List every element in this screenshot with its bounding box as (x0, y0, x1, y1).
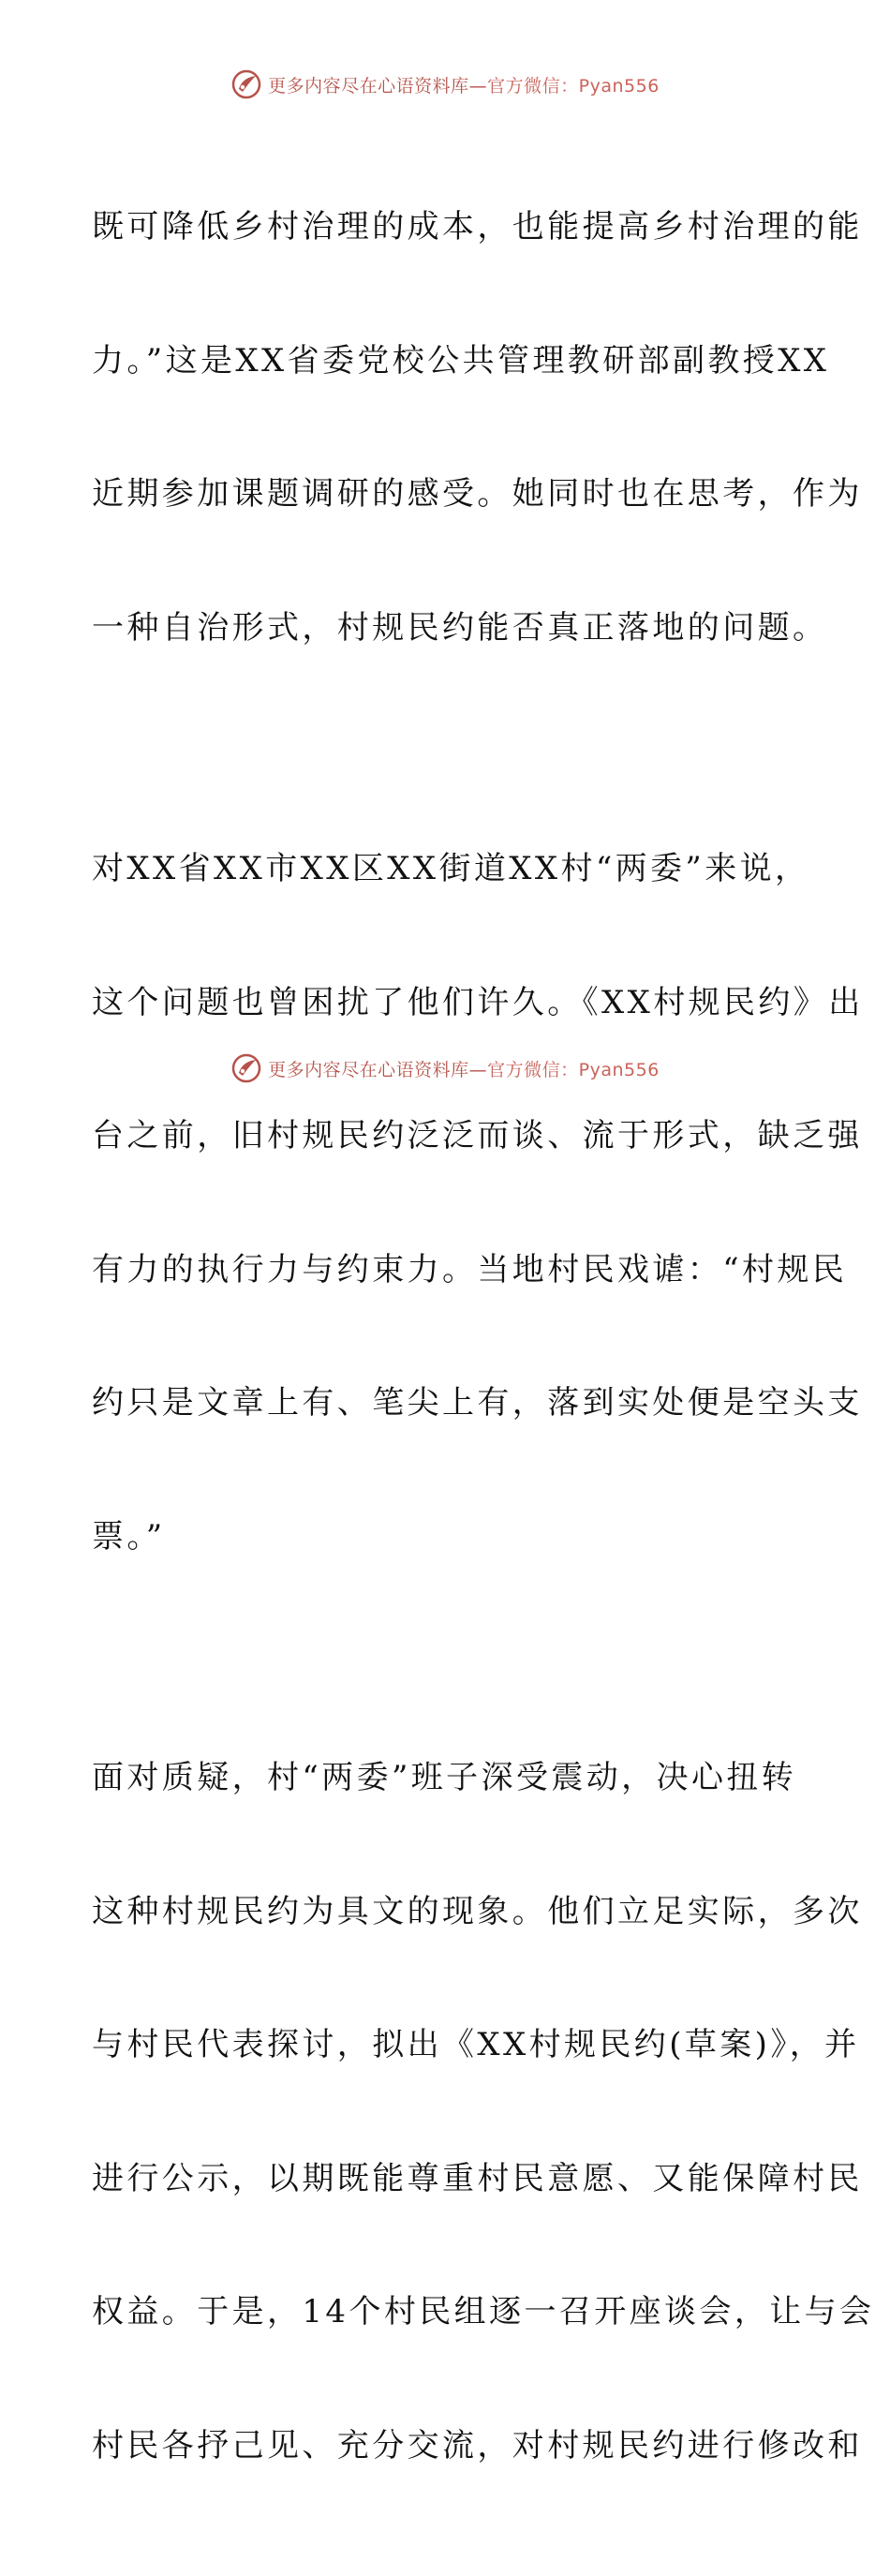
text-line: 村民各抒己见、充分交流，对村规民约进行修改和 (92, 2426, 863, 2464)
document-body (92, 116, 875, 2576)
logo-icon (230, 1052, 262, 1084)
header-watermark (0, 66, 890, 103)
logo-icon (230, 68, 262, 100)
watermark-text (268, 1056, 660, 1081)
watermark-text (268, 72, 660, 97)
watermark-brand: 更多内容尽在心语资料库 (268, 1059, 469, 1080)
text-line: 力。”这是XX省委党校公共管理教研部副教授XX (92, 341, 830, 380)
footer-watermark (0, 1050, 890, 1087)
paragraph-2 (92, 758, 864, 1648)
text-line: 这种村规民约为具文的现象。他们立足实际，多次 (92, 1892, 863, 1930)
text-line: 对XX省XX市XX区XX街道XX村“两委”来说， (92, 850, 810, 887)
watermark-account: 官方微信：Pyan556 (487, 1059, 660, 1080)
text-line: 约只是文章上有、笔尖上有，落到实处便是空头支 (92, 1384, 863, 1422)
text-line: 这个问题也曾困扰了他们许久。《XX村规民约》出 (92, 983, 864, 1021)
text-line: 台之前，旧村规民约泛泛而谈、流于形式，缺乏强 (92, 1117, 863, 1154)
watermark-separator: — (468, 1059, 488, 1080)
text-line: 进行公示，以期既能尊重村民意愿、又能保障村民 (92, 2159, 863, 2197)
text-line: 与村民代表探讨，拟出《XX村规民约(草案)》，并 (92, 2026, 860, 2063)
watermark-separator: — (468, 75, 488, 97)
text-line: 票。” (92, 1517, 166, 1556)
paragraph-1 (92, 116, 863, 739)
text-line: 既可降低乡村治理的成本，也能提高乡村治理的能 (92, 208, 863, 246)
watermark-account: 官方微信：Pyan556 (487, 75, 660, 97)
text-line: 面对质疑，村“两委”班子深受震动，决心扭转 (92, 1759, 797, 1796)
text-line: 有力的执行力与约束力。当地村民戏谑：“村规民 (92, 1250, 848, 1288)
text-line: 权益。于是，14个村民组逐一召开座谈会，让与会 (92, 2293, 875, 2330)
text-line: 近期参加课题调研的感受。她同时也在思考，作为 (92, 475, 863, 513)
text-line: 一种自治形式，村规民约能否真正落地的问题。 (92, 608, 828, 647)
paragraph-3 (92, 1667, 875, 2557)
watermark-brand: 更多内容尽在心语资料库 (268, 75, 469, 97)
